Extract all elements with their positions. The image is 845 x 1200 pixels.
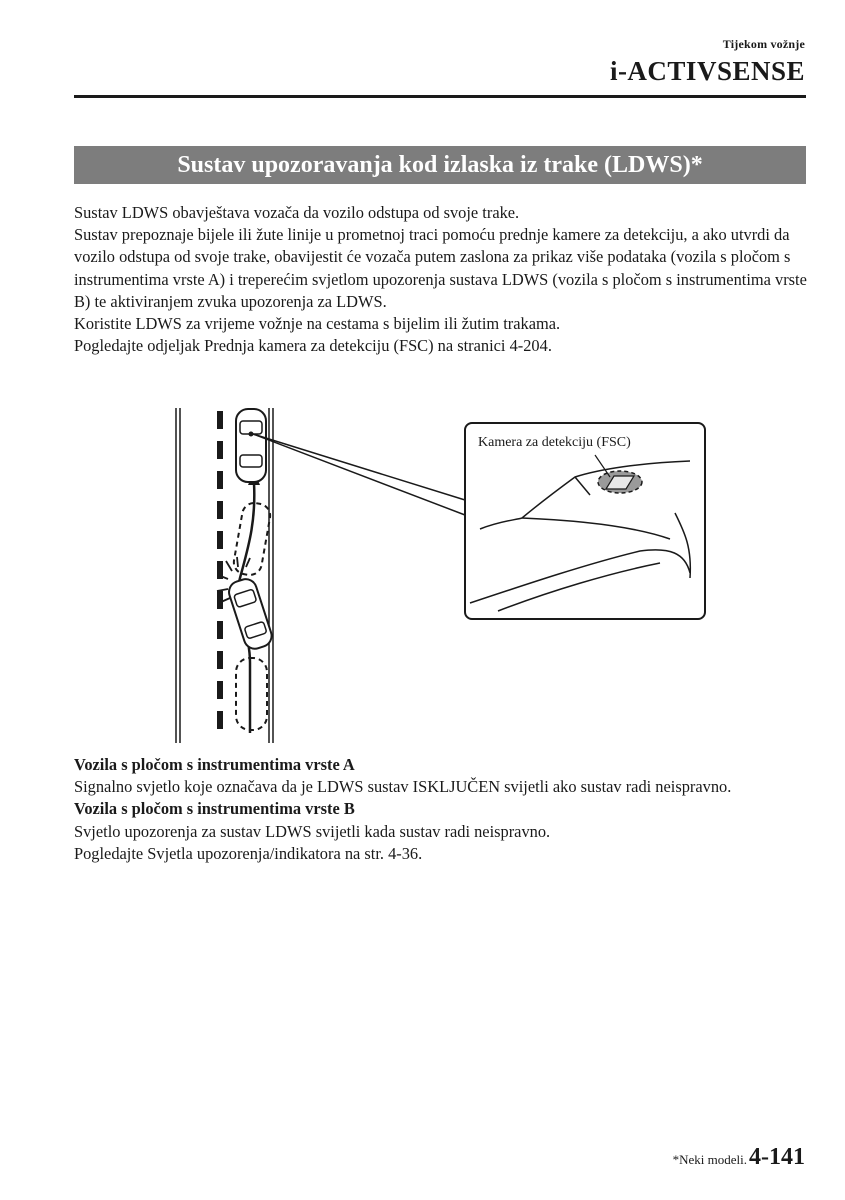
front-car: [236, 409, 266, 482]
intro-text: [74, 202, 809, 357]
closing-reference: Pogledajte Svjetla upozorenja/indikatora na str. 4-36.: [74, 843, 423, 863]
ghost-car-rear: [236, 658, 267, 730]
section-text-type-a: Signalno svjetlo koje označava da je LDWS sustav ISKLJUČEN svijetli ako sustav radi neispravno.: [74, 777, 732, 797]
intro-paragraph: Sustav LDWS obavještava vozača da vozilo odstupa od svoje trake.: [74, 203, 520, 222]
section-text-type-b: Svjetlo upozorenja za sustav LDWS svijetli kada sustav radi neispravno.: [74, 821, 551, 841]
page-number: 4-141: [749, 1144, 805, 1170]
leader-line-bottom: [253, 434, 465, 515]
running-header-section: Tijekom vožnje: [722, 37, 805, 51]
lane-dashes: [217, 411, 223, 729]
camera-callout-label: Kamera za detekciju (FSC): [478, 435, 631, 450]
section-heading-type-a: Vozila s pločom s instrumentima vrste A: [74, 755, 355, 774]
section-heading-type-b: Vozila s pločom s instrumentima vrste B: [74, 799, 355, 819]
intro-paragraph: Koristite LDWS za vrijeme vožnje na cestama s bijelim ili žutim trakama.: [74, 314, 561, 334]
instrument-sections: [74, 754, 809, 865]
section-title: Sustav upozoravanja kod izlaska iz trake (LDWS)*: [74, 146, 806, 184]
ldws-illustration: [170, 403, 710, 748]
header-rule: [74, 95, 806, 98]
intro-paragraph: Sustav prepoznaje bijele ili žute linije u prometnoj traci pomoću prednje kamere za detekciju, a ako utvrdi da vozilo odstupa od svoje trake, obavijestit će vozača putem zaslona za prikaz više podataka (vozila s pločom s instrumentima vrste A) i treperećim svjetlom upozorenja sustava LDWS (vozila s pločom s instrumentima vrste B) te aktiviranjem zvuka upozorenja za LDWS.: [74, 225, 807, 311]
running-header-chapter: i-ACTIVSENSE: [609, 56, 805, 86]
camera-callout-box: [465, 423, 705, 619]
drifting-car: [226, 576, 274, 651]
footnote: *Neki modeli.: [672, 1152, 747, 1167]
leader-line-top: [253, 434, 465, 500]
intro-paragraph: Pogledajte odjeljak Prednja kamera za detekciju (FSC) na stranici 4-204.: [74, 336, 552, 356]
